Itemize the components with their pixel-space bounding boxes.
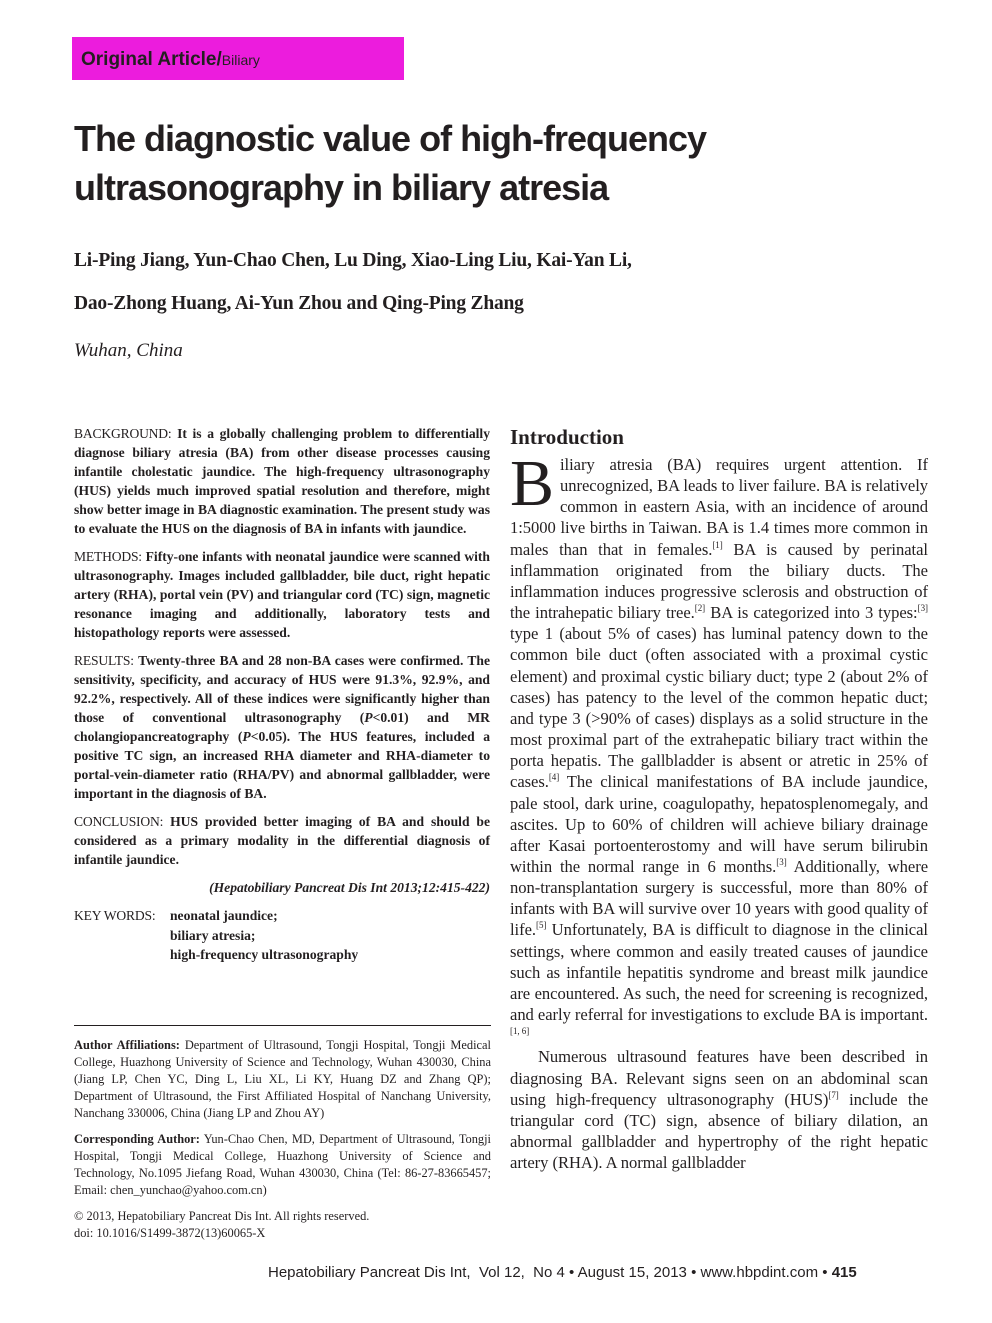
corresponding-author-text: Yun-Chao Chen, MD, Department of Ultrasound, Tongji Hospital, Tongji Medical College, Huazhong University of Science and Technology, No.1095 Jiefang Road, Wuhan 430030, China (Tel: 86-27-83665457; Email: chen_yunchao@yahoo.com.cn) — [74, 1132, 491, 1197]
results-text-a: Twenty-three BA and 28 non-BA cases were confirmed. The sensitivity, specificity, and accuracy of HUS were 91.3%, 92.9%, and 92.2%, respectively. All of these indices were significantly higher than those of conventional ultrasonography ( — [74, 653, 490, 725]
author-location: Wuhan, China — [74, 340, 183, 361]
abstract-conclusion — [74, 812, 490, 869]
reference-marker: [3] — [917, 603, 928, 614]
article-type-banner — [72, 37, 404, 80]
copyright: © 2013, Hepatobiliary Pancreat Dis Int. All rights reserved. — [74, 1209, 370, 1223]
results-p-symbol-2: P — [242, 729, 251, 744]
drop-cap: B — [510, 447, 554, 520]
intro-paragraph-2 — [510, 1046, 928, 1173]
intro-text: iliary atresia (BA) requires urgent attention. If unrecognized, BA leads to liver failure. BA is relatively common in eastern Asia, with an incidence of around 1:5000 live births in Taiwan. BA is 1.4 times more common in males than that in females. — [510, 455, 928, 559]
background-text: It is a globally challenging problem to differentially diagnose biliary atresia (BA) from other disease processes causing infantile cholestatic jaundice. The high-frequency ultrasonography (HUS) yields much improved spatial resolution and therefore, might show better image in BA diagnostic examination. The present study was to evaluate the HUS on the diagnosis of BA in infants with jaundice. — [74, 426, 490, 536]
results-text-c: <0.05). The HUS features, included a positive TC sign, an increased RHA diameter and RHA-diameter to portal-vein-diameter ratio (RHA/PV) and abnormal gallbladder, were important in the diagnosis of BA. — [74, 729, 490, 801]
reference-marker: [1] — [712, 539, 723, 550]
abstract-results — [74, 651, 490, 803]
intro-text: type 1 (about 5% of cases) has luminal patency down to the common bile duct (often associated with a proximal cystic element) and proximal cystic biliary duct; type 2 (about 2% of cases) has patency to the level of the common hepatic duct; and type 3 (>90% of cases) displays as a solid structure in the most proximal part of the extrahepatic biliary tract within the porta hepatis. The gallbladder is absent or atretic in 25% of cases. — [510, 624, 928, 792]
background-label: BACKGROUND: — [74, 426, 172, 441]
intro-text: BA is categorized into 3 types: — [705, 603, 918, 623]
article-section: Biliary — [221, 52, 260, 68]
affiliations-label: Author Affiliations: — [74, 1038, 180, 1052]
article-type-label — [81, 49, 260, 71]
intro-text: The clinical manifestations of BA include jaundice, pale stool, dark urine, coagulopathy, hepatosplenomegaly, and ascites. Up to 60% of children will achieve biliary drainage after Kasai portoenterostomy and will have serum bilirubin within the normal range in 6 months. — [510, 772, 928, 876]
footer-journal: Hepatobiliary Pancreat Dis Int, — [268, 1264, 471, 1281]
corresponding-author-label: Corresponding Author: — [74, 1132, 200, 1146]
methods-label: METHODS: — [74, 549, 142, 564]
intro-text: BA is caused by perinatal inflammation originated from the biliary ducts. The inflammation induces progressive sclerosis and obstruction of the intrahepatic biliary tree. — [510, 539, 928, 623]
conclusion-text: HUS provided better imaging of BA and should be considered as a primary modality in the differential diagnosis of infantile jaundice. — [74, 814, 490, 867]
page-footer — [268, 1264, 857, 1281]
keyword: high-frequency ultrasonography — [170, 947, 359, 962]
reference-marker: [3] — [776, 856, 787, 867]
keyword: biliary atresia; — [170, 927, 256, 943]
affiliations-divider — [74, 1025, 491, 1026]
abstract — [74, 424, 490, 965]
footer-volume: Vol 12, — [478, 1264, 525, 1281]
reference-marker: [7] — [828, 1089, 839, 1100]
corresponding-author — [74, 1131, 491, 1199]
results-text-b: <0.01) and MR cholangiopancreatography ( — [74, 710, 490, 744]
abstract-methods — [74, 547, 490, 642]
conclusion-label: CONCLUSION: — [74, 814, 164, 829]
keywords — [74, 906, 490, 965]
affiliations-text: Department of Ultrasound, Tongji Hospital, Tongji Medical College, Huazhong University of Science and Technology, Wuhan 430030, China (Jiang LP, Chen YC, Ding L, Liu XL, Li KY, Huang DZ and Zhang QP); Department of Ultrasound, the First Affiliated Hospital of Nanchang University, Nanchang 330006, China (Jiang LP and Zhou AY) — [74, 1038, 491, 1120]
page-number: 415 — [831, 1264, 857, 1281]
footer-bullet: • — [569, 1264, 575, 1281]
footer-bullet: • — [822, 1264, 828, 1281]
reference-marker: [5] — [536, 920, 547, 931]
intro-text: Additionally, where non-transplantation surgery is successful, more than 80% of infants with BA will survive over 10 years with good quality of life. — [510, 856, 929, 940]
footer-url[interactable]: www.hbpdint.com — [700, 1264, 819, 1281]
keyword: neonatal jaundice; — [170, 908, 278, 923]
results-p-symbol-1: P — [364, 710, 373, 725]
keywords-list — [170, 906, 358, 965]
abstract-background — [74, 424, 490, 538]
intro-text: Numerous ultrasound features have been described in diagnosing BA. Relevant signs seen on an abdominal scan using high-frequency ultrasonography (HUS) — [510, 1047, 928, 1109]
footer-issue: No 4 — [533, 1264, 565, 1281]
doi: doi: 10.1016/S1499-3872(13)60065-X — [74, 1226, 266, 1240]
intro-paragraph-1 — [510, 447, 929, 1046]
footer-bullet: • — [691, 1264, 697, 1281]
reference-marker: [1, 6] — [510, 1026, 530, 1037]
affiliations-block — [74, 1037, 491, 1242]
article-type-main: Original Article — [81, 49, 217, 70]
reference-marker: [4] — [548, 772, 560, 783]
paper-title: The diagnostic value of high-frequency ultrasonography in biliary atresia — [74, 118, 707, 208]
author-affiliations — [74, 1037, 491, 1122]
article-type-separator: / — [216, 49, 222, 70]
keywords-label: KEY WORDS: — [74, 908, 156, 923]
methods-text: Fifty-one infants with neonatal jaundice were scanned with ultrasonography. Images included gallbladder, bile duct, right hepatic artery (RHA), portal vein (PV) and triangular cord (TC) sign, magnetic resonance imaging and additionally, laboratory tests and histopathology reports were assessed. — [74, 549, 490, 640]
citation: (Hepatobiliary Pancreat Dis Int 2013;12:415-422) — [209, 880, 490, 895]
authors-line-1: Li-Ping Jiang, Yun-Chao Chen, Lu Ding, Xiao-Ling Liu, Kai-Yan Li, — [74, 250, 632, 271]
intro-text: include the triangular cord (TC) sign, absence of biliary dilation, an abnormal gallbladder and hypertrophy of the right hepatic artery (RHA). A normal gallbladder — [510, 1089, 929, 1173]
section-heading-introduction: Introduction — [510, 425, 624, 449]
footer-date: August 15, 2013 — [577, 1264, 687, 1281]
introduction-body — [510, 447, 929, 1173]
reference-marker: [2] — [694, 603, 706, 614]
results-label: RESULTS: — [74, 653, 134, 668]
intro-text: Unfortunately, BA is difficult to diagnose in the clinical settings, where common and easily treated causes of jaundice such as infantile hepatitis syndrome and breast milk jaundice are encountered. As such, the need for screening is recognized, and early referral for investigations to exclude BA is important. — [510, 920, 928, 1025]
authors-line-2: Dao-Zhong Huang, Ai-Yun Zhou and Qing-Ping Zhang — [74, 293, 524, 314]
